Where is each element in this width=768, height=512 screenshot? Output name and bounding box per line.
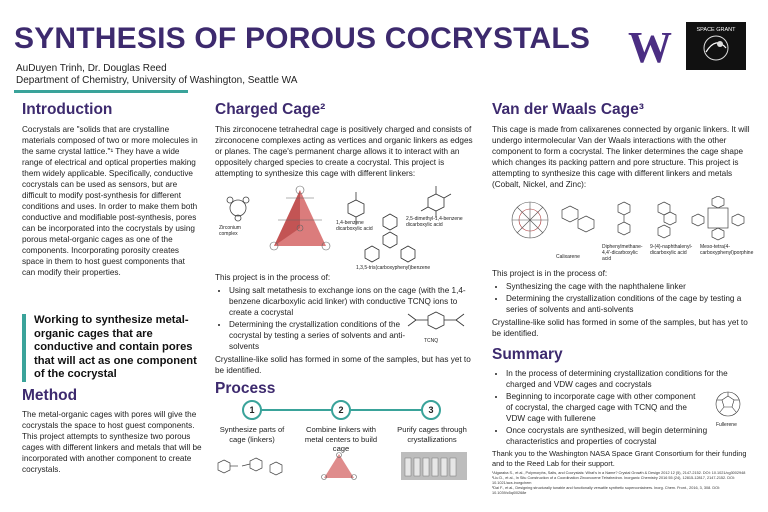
tetrahedral-cage-icon [270, 186, 330, 250]
charged-cage-closing: Crystalline-like solid has formed in some of the samples, but has yet to be identified. [215, 355, 471, 375]
step-3-circle: 3 [421, 400, 441, 420]
method-heading: Method [22, 387, 78, 404]
space-grant-logo [686, 22, 746, 70]
tcnq-figure [404, 308, 468, 338]
list-item: • Determining the crystallization conditions of the cocrystal by testing a series of solvents and anti-solvents [229, 319, 419, 352]
vdw-process-intro: This project is in the process of: [492, 269, 608, 278]
method-text [22, 409, 202, 479]
callout-box: Working to synthesize metal-organic cages that are conductive and contain pores that will act as one component of the cocrystal [22, 314, 202, 382]
summary-list [492, 368, 728, 448]
reference-3: ³Dai F., et al., Designing structurally tunable and functionally versatile synthetic supercontainers. Inorg. Chem. Front., 2016, 3, 308. DOI: 10.1039/c5qi00268e [492, 486, 721, 495]
calixarene-label: Calixarene [556, 254, 580, 260]
list-item: • Beginning to incorporate cage with other component of cocrystal, the charged cage with TCNQ and the VDW cage with fullerene [506, 391, 702, 424]
vdw-cage-bullets [492, 281, 752, 315]
fullerene-label: Fullerene [716, 422, 737, 428]
calixarene-molecule-icon [562, 206, 594, 232]
introduction-heading: Introduction [22, 101, 113, 118]
diphenylmethane-linker-icon [618, 202, 630, 235]
authors: AuDuyen Trinh, Dr. Douglas Reed [16, 63, 167, 74]
reference-2: ²Liu D., et al., In Situ Construction of a Coordination Zirconocene Tetrahedron. Inorganic Chemistry 2016 55 (24), 12815-12817, 2147-2152. DOI: 10.1021/acs.inorgchem [492, 476, 736, 485]
summary-heading: Summary [492, 346, 563, 363]
vdw-cage-intro [492, 124, 752, 194]
vdw-linker2-label: 9-(4)-naphthalenyl-dicarboxylic acid [650, 244, 693, 256]
zirconium-label: Zirconium complex [219, 225, 241, 237]
step-3-text: Purify cages through crystallizations [397, 425, 467, 444]
linker-structures-image [212, 452, 288, 480]
vdw-cage-closing: Crystalline-like solid has formed in some of the samples, but has yet to be identified. [492, 318, 748, 338]
charged-cage-heading: Charged Cage² [215, 101, 326, 118]
cage-structure-image [312, 452, 366, 480]
linker2-label: 2,5-dimethyl-1,4-benzene dicarboxylic acid [406, 216, 463, 228]
charged-cage-bullets [215, 285, 466, 352]
process-heading: Process [215, 380, 276, 397]
svg-text:SPACE GRANT: SPACE GRANT [696, 27, 736, 33]
vdw-cage-heading: Van der Waals Cage³ [492, 101, 644, 118]
references [492, 471, 754, 496]
step-1-circle: 1 [242, 400, 262, 420]
charged-cage-paragraph: This zirconocene tetrahedral cage is positively charged and consists of zirconocene complexes acting as vertices and organic linkers as edges or planes. The cage's permanent charge allows it to interact with an oppositely charged species to create a cocrystal. This project is attempting to synthesize this cage with different linkers: [215, 125, 473, 178]
vdw-cage-process [492, 268, 752, 343]
reference-1: ¹Algaraba S., et al., Polymorphs, Salts, and Cocrystals: What's in a Name? Crystal Growth & Design 2012 12 (5), 2147-2152. DOI: 10.1021/cg3002948 [492, 471, 746, 475]
list-item: • Using salt metathesis to exchange ions on the cage (with the 1,4-benzene dicarboxylic acid linker) with conductive TCNQ ions to create a cocrystal [229, 285, 479, 318]
step-2-text: Combine linkers with metal centers to build cage [304, 425, 378, 453]
step-2-circle: 2 [331, 400, 351, 420]
list-item: • Once cocrystals are synthesized, will begin determining characteristics and properties of cocrystal [506, 425, 746, 447]
department: Department of Chemistry, University of Washington, Seattle WA [16, 75, 298, 86]
introduction-paragraph: Cocrystals are "solids that are crystalline materials composed of two or more molecules in the same crystal lattice."¹ They have a wide range of electrical and optical properties making them widely applicable. Specifically, conductive cocrystals can be used as sensors, but are difficult to modify post-synthesis for different conditions and uses. In order to make them both conductive and modifiable post-synthesis, pores can be incorporated into the cocrystals by using porous metal-organic cages as one of the components. Incorporating porosity creates space in them to host guest components that can modify their properties. [22, 125, 198, 277]
introduction-text [22, 124, 200, 282]
crystallization-photo [401, 452, 467, 480]
fullerene-icon [712, 390, 744, 420]
charged-cage-intro [215, 124, 477, 183]
uw-logo [624, 26, 676, 66]
dimethyl-benzene-linker-icon [421, 186, 451, 218]
summary-bullets [492, 368, 728, 447]
linker1-label: 1,4-benzene dicarboxylic acid [336, 220, 373, 232]
tcnq-molecule-icon [404, 308, 468, 338]
step-1-text: Synthesize parts of cage (linkers) [219, 425, 285, 444]
acknowledgement: Thank you to the Washington NASA Space Grant Consortium for their funding and to the Reed Lab for their support. [492, 449, 747, 468]
method-paragraph: The metal-organic cages with pores will give the cocrystals the space to host guest components. This project attempts to synthesize two porous cages with different linkers and metals that will be incorporated with another component to create cocrystals. [22, 410, 202, 474]
charged-process-intro: This project is in the process of: [215, 273, 331, 282]
vdw-cage-paragraph: This cage is made from calixarenes connected by organic linkers. It will undergo intermolecular Van der Waals interactions with the other component to form a cocrystal. The linker determines the cage shape which changes its packing pattern and pore structure. This project is attempting to synthesize this cage with different linkers and metals (Cobalt, Nickel, and Zinc): [492, 125, 750, 189]
poster-title: SYNTHESIS OF POROUS COCRYSTALS [14, 22, 591, 55]
list-item: • Determining the crystallization conditions of the cage by testing a series of solvents and anti-solvents [506, 293, 752, 315]
header-divider [14, 90, 188, 93]
vdw-linker1-label: Diphenylmethane-4,4'-dicarboxylic acid [602, 244, 643, 262]
porphine-linker-icon [692, 196, 744, 240]
list-item: • In the process of determining crystallization conditions for the charged and VDW cages and cocrystals [506, 368, 746, 390]
svg-text:W: W [628, 26, 672, 66]
list-item: • Synthesizing the cage with the naphthalene linker [506, 281, 752, 292]
tcnq-label: TCNQ [424, 338, 439, 344]
calixarene-cage-icon [512, 202, 548, 238]
vdw-linker3-label: Meso-tetra(4-carboxyphenyl)porphine [700, 244, 754, 256]
zirconium-complex-icon [227, 197, 249, 221]
naphthalene-linker-icon [658, 202, 676, 238]
fullerene-figure [712, 390, 744, 420]
linker3-label: 1,3,5-tris(carboxyphenyl)benzene [356, 265, 431, 271]
